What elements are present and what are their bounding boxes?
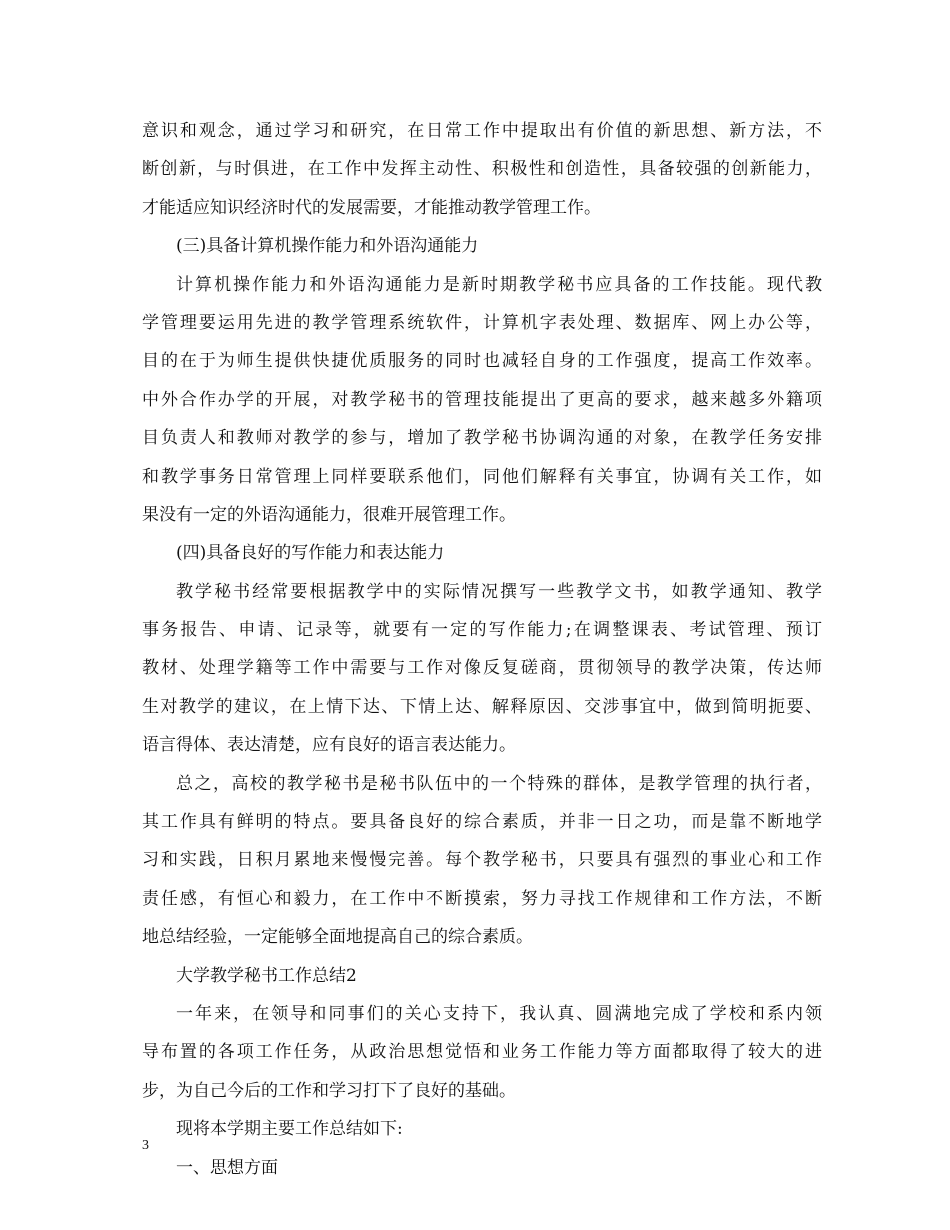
body-line: 教材、处理学籍等工作中需要与工作对像反复磋商，贯彻领导的教学决策，传达师 <box>142 658 822 679</box>
body-line: 语言得体、表达清楚，应有良好的语言表达能力。 <box>142 735 516 756</box>
body-line: 中外合作办学的开展，对教学秘书的管理技能提出了更高的要求，越来越多外籍项 <box>142 389 822 410</box>
body-line: 步，为自己今后的工作和学习打下了良好的基础。 <box>142 1080 516 1101</box>
body-line: 和教学事务日常管理上同样要联系他们，同他们解释有关事宜，协调有关工作，如 <box>142 466 822 487</box>
body-line: 一年来，在领导和同事们的关心支持下，我认真、圆满地完成了学校和系内领 <box>176 1003 822 1024</box>
body-line: 计算机操作能力和外语沟通能力是新时期教学秘书应具备的工作技能。现代教 <box>176 274 822 295</box>
body-line: 总之，高校的教学秘书是秘书队伍中的一个特殊的群体，是教学管理的执行者， <box>176 773 822 794</box>
body-line: 地总结经验，一定能够全面地提高自己的综合素质。 <box>142 927 533 948</box>
body-line: 导布置的各项工作任务，从政治思想觉悟和业务工作能力等方面都取得了较大的进 <box>142 1042 822 1063</box>
body-line: 意识和观念，通过学习和研究，在日常工作中提取出有价值的新思想、新方法，不 <box>142 121 822 141</box>
body-line: 责任感，有恒心和毅力，在工作中不断摸索，努力寻找工作规律和工作方法，不断 <box>142 888 822 909</box>
body-line: 目的在于为师生提供快捷优质服务的同时也减轻自身的工作强度，提高工作效率。 <box>142 351 822 372</box>
body-line: 事务报告、申请、记录等，就要有一定的写作能力;在调整课表、考试管理、预订 <box>142 620 822 641</box>
section-heading: 一、思想方面 <box>176 1157 278 1178</box>
body-line: 目负责人和教师对教学的参与，增加了教学秘书协调沟通的对象，在教学任务安排 <box>142 428 822 449</box>
body-line: 习和实践，日积月累地来慢慢完善。每个教学秘书，只要具有强烈的事业心和工作 <box>142 850 822 871</box>
page-number: 3 <box>142 1138 149 1153</box>
body-line: 现将本学期主要工作总结如下: <box>176 1119 403 1140</box>
body-line: 教学秘书经常要根据教学中的实际情况撰写一些教学文书，如教学通知、教学 <box>176 581 822 602</box>
document-body <box>142 112 822 1187</box>
body-line: 果没有一定的外语沟通能力，很难开展管理工作。 <box>142 504 516 525</box>
article-title: 大学教学秘书工作总结2 <box>176 965 357 986</box>
section-heading: (四)具备良好的写作能力和表达能力 <box>176 543 445 564</box>
body-line: 断创新，与时俱进，在工作中发挥主动性、积极性和创造性，具备较强的创新能力， <box>142 159 822 180</box>
section-heading: (三)具备计算机操作能力和外语沟通能力 <box>176 236 479 257</box>
body-line: 其工作具有鲜明的特点。要具备良好的综合素质，并非一日之功，而是靠不断地学 <box>142 812 822 833</box>
body-line: 学管理要运用先进的教学管理系统软件，计算机字表处理、数据库、网上办公等， <box>142 312 822 333</box>
body-line: 才能适应知识经济时代的发展需要，才能推动教学管理工作。 <box>142 197 601 218</box>
body-line: 生对教学的建议，在上情下达、下情上达、解释原因、交涉事宜中，做到简明扼要、 <box>142 696 822 717</box>
